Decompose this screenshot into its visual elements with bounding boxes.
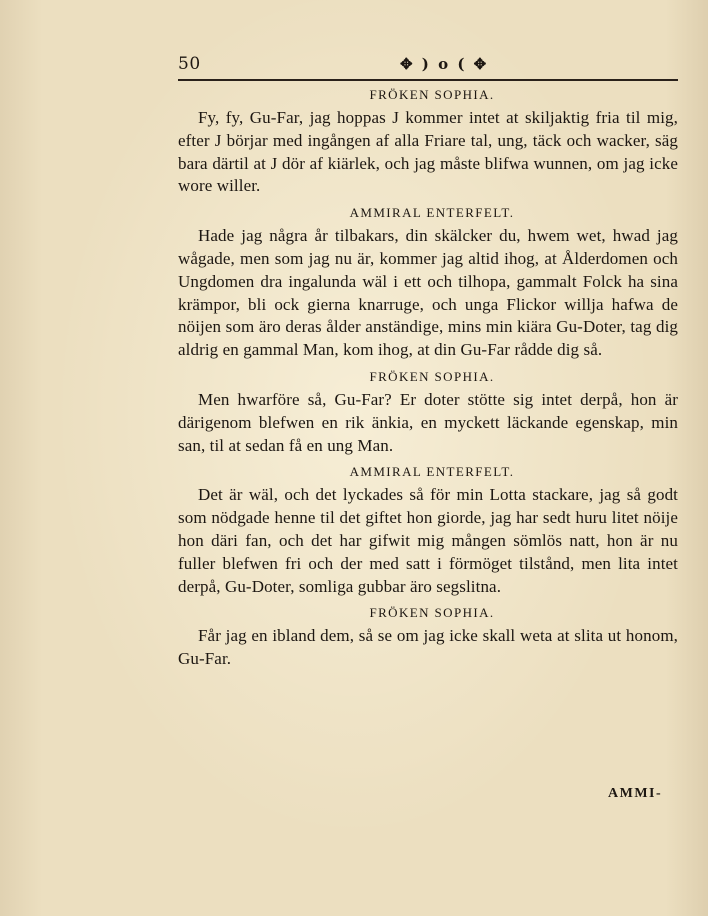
speech-paragraph: Hade jag några år tilbakars, din skälcker du, hwem wet, hwad jag wågade, men som jag nu är, kommer jag altid ihog, at Ålderdomen och Ungdomen dra ingalunda wäl i ett och tilhopa, gammalt Folck ha sina krämpor, bli ock gierna knarruge, och unga Flickor willja hafwa de nöijen som äro deras ålder anständige, mins min kiära Gu-Doter, tag dig aldrig en gammal Man, kom ihog, at din Gu-Far rådde dig så. bbox=[178, 226, 678, 360]
speaker-heading: FRÖKEN SOPHIA. bbox=[369, 368, 495, 384]
page-header bbox=[178, 52, 678, 82]
speaker-heading: FRÖKEN SOPHIA. bbox=[369, 605, 495, 621]
speech-paragraph: Får jag en ibland dem, så se om jag icke skall weta at slita ut honom, Gu-Far. bbox=[178, 626, 678, 669]
dialogue-text bbox=[178, 86, 678, 677]
speech-paragraph: Men hwarföre så, Gu-Far? Er doter stötte sig intet derpå, hon är därigenom blefwen en rik änkia, en myckett läckande egenskap, min san, til at sedan få en ung Man. bbox=[178, 389, 678, 455]
page-number: 50 bbox=[178, 54, 201, 74]
header-rule bbox=[178, 79, 678, 81]
speech-paragraph: Det är wäl, och det lyckades så för min Lotta stackare, jag så godt som nödgade henne til det giftet hon giorde, jag har sedt huru litet nöije hon däri fan, och det har gifwit mig mången sömlös natt, hon är nu fuller blefwen fri och der med satt i förmöget tilstånd, men lita intet derpå, Gu-Doter, somliga gubbar äro segslitna. bbox=[178, 485, 678, 596]
speech-paragraph: Fy, fy, Gu-Far, jag hoppas J kommer intet at skiljaktig fria til mig, efter J börjar med ingången af alla Friare tal, ung, täck och wacker, säg bara därtil at J dör af kiärlek, och jag måste blifwa wunnen, om jag icke wore willer. bbox=[178, 108, 678, 196]
header-ornament: ✥ ) o ( ✥ bbox=[400, 55, 489, 73]
speaker-heading: AMMIRAL ENTERFELT. bbox=[349, 464, 515, 480]
speaker-heading: AMMIRAL ENTERFELT. bbox=[349, 205, 515, 221]
catchword: AMMI- bbox=[608, 786, 663, 801]
speaker-heading: FRÖKEN SOPHIA. bbox=[369, 87, 495, 102]
